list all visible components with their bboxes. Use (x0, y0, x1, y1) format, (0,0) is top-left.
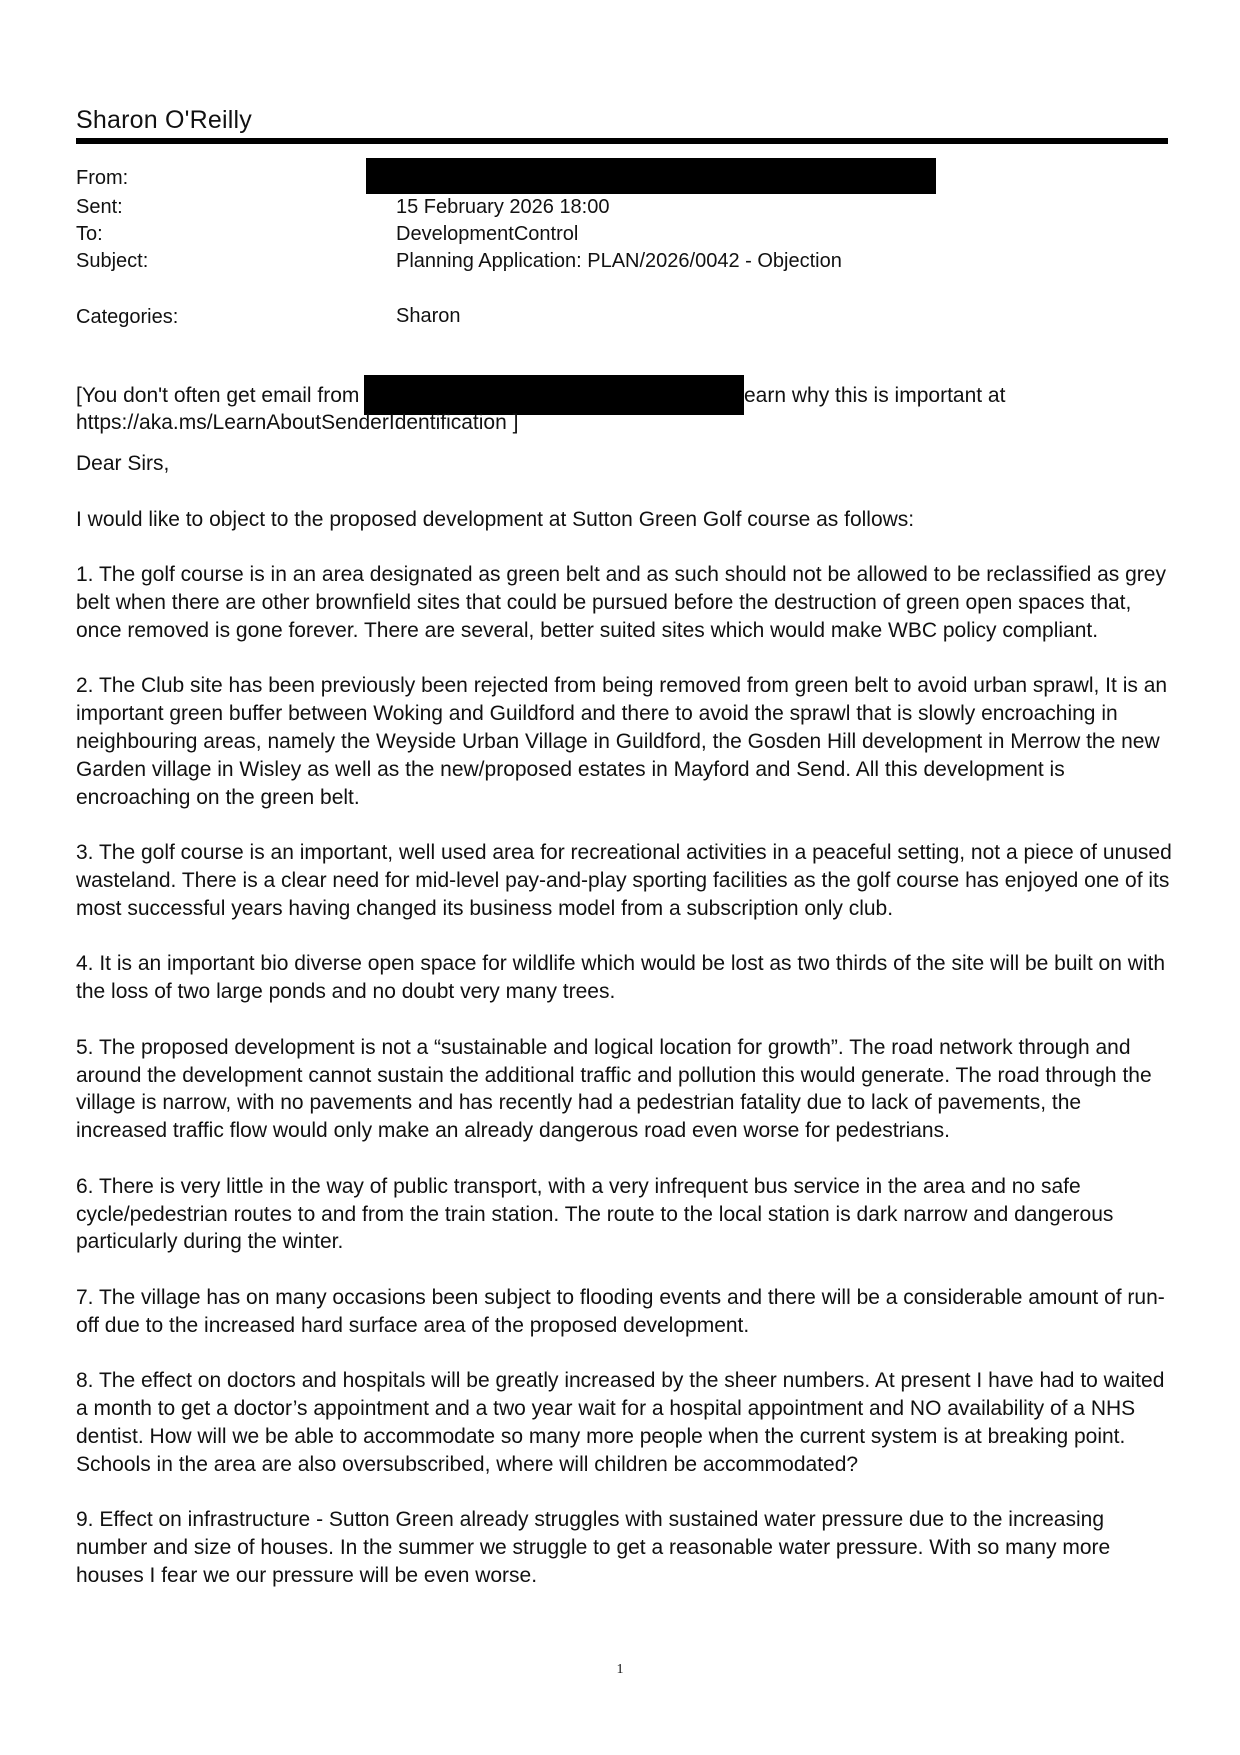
header-rule (76, 138, 1168, 144)
email-body (76, 450, 1176, 1617)
from-redaction (366, 158, 936, 194)
to-label: To: (76, 223, 103, 245)
sent-label: Sent: (76, 196, 123, 218)
sender-redaction (364, 375, 744, 415)
objection-point-8: 8. The effect on doctors and hospitals will be greatly increased by the sheer numbers. At present I have had to waited a month to get a doctor’s appointment and a two year wait for a hospital appointment and NO availability of a NHS dentist. How will we be able to accommodate so many more people when the current system is at breaking point. Schools in the area are also oversubscribed, where will children be accommodated? (76, 1369, 1165, 1476)
objection-point-4: 4. It is an important bio diverse open space for wildlife which would be lost as two thirds of the site will be built on with the loss of two large ponds and no doubt very many trees. (76, 952, 1166, 1004)
categories-label: Categories: (76, 306, 179, 328)
objection-point-7: 7. The village has on many occasions been subject to flooding events and there will be a considerable amount of run-off due to the increased hard surface area of the proposed development. (76, 1285, 1165, 1337)
objection-point-5: 5. The proposed development is not a “sustainable and logical location for growth”. The road network through and around the development cannot sustain the additional traffic and pollution this would generate. The road through the village is narrow, with no pavements and has recently had a pedestrian fatality due to lack of pavements, the increased traffic flow would only make an already dangerous road even worse for pedestrians. (76, 1035, 1152, 1143)
from-label: From: (76, 167, 129, 189)
to-value: DevelopmentControl (396, 223, 579, 245)
objection-point-3: 3. The golf course is an important, well used area for recreational activities in a peaceful setting, not a piece of unused wasteland. There is a clear need for mid-level pay-and-play sporting facilities as the golf course has enjoyed one of its most successful years having changed its business model from a subscription only club. (76, 841, 1172, 920)
sender-notice-start: [You don't often get email from (76, 384, 360, 407)
author-name: Sharon O'Reilly (76, 106, 252, 134)
page-number: 1 (616, 1662, 624, 1677)
salutation: Dear Sirs, (76, 452, 170, 475)
objection-point-6: 6. There is very little in the way of public transport, with a very infrequent bus service in the area and no safe cycle/pedestrian routes to and from the train station. The route to the local station is dark narrow and dangerous particularly during the winter. (76, 1174, 1114, 1254)
sender-notice-link: https://aka.ms/LearnAboutSenderIdentification ] (76, 411, 519, 434)
intro-paragraph: I would like to object to the proposed development at Sutton Green Golf course as follows: (76, 507, 915, 531)
subject-value: Planning Application: PLAN/2026/0042 - Objection (396, 250, 842, 272)
objection-point-9: 9. Effect on infrastructure - Sutton Green already struggles with sustained water pressure due to the increasing number and size of houses. In the summer we struggle to get a reasonable water pressure. With so many more houses I fear we our pressure will be even worse. (76, 1508, 1111, 1587)
objection-point-2: 2. The Club site has been previously been rejected from being removed from green belt to avoid urban sprawl, It is an important green buffer between Woking and Guildford and there to avoid the sprawl that is slowly encroaching in neighbouring areas, namely the Weyside Urban Village in Guildford, the Gosden Hill development in Merrow the new Garden village in Wisley as well as the new/proposed estates in Mayford and Send. All this development is encroaching on the green belt. (76, 674, 1168, 809)
sender-notice-end: earn why this is important at (744, 384, 1006, 407)
subject-label: Subject: (76, 250, 149, 272)
categories-value: Sharon (396, 305, 461, 327)
objection-point-1: 1. The golf course is in an area designated as green belt and as such should not be allowed to be reclassified as grey belt when there are other brownfield sites that could be pursued before the destruction of green open spaces that, once removed is gone forever. There are several, better suited sites which would make WBC policy compliant. (76, 563, 1166, 642)
sent-value: 15 February 2026 18:00 (396, 196, 610, 218)
